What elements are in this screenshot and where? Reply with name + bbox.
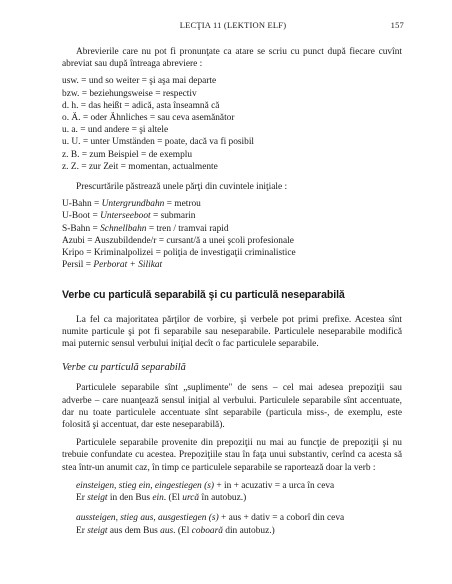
verb-forms: aussteigen, stieg aus, ausgestiegen (s): [76, 513, 219, 524]
full-form: Unterseeboot: [100, 211, 151, 222]
list-item: [62, 223, 402, 235]
emphasis: urcă: [182, 493, 200, 504]
translation: = tren / tramvai rapid: [146, 223, 229, 234]
section-heading: Verbe cu particulă separabilă şi cu particulă neseparabilă: [62, 289, 345, 302]
example-sentence: [76, 525, 402, 537]
running-header: [62, 20, 404, 34]
text: Er: [76, 525, 88, 536]
full-form: Kriminalpolizei: [93, 248, 154, 259]
list-item: u. U. = unter Umständen = poate, dacă va fi posibil: [62, 137, 255, 148]
example-rule: [76, 512, 402, 524]
list-item: d. h. = das heißt = adică, asta înseamnă că: [62, 100, 220, 111]
full-form: Perborat + Silikat: [93, 260, 163, 271]
list-item: z. B. = zum Beispiel = de exemplu: [62, 149, 193, 160]
translation: = cursant/ă a unei şcoli profesionale: [156, 235, 294, 246]
emphasis: ein: [152, 493, 164, 504]
list-item: usw. = und so weiter = şi aşa mai departe: [62, 76, 217, 87]
text: Er: [76, 493, 88, 504]
term: Persil =: [62, 260, 94, 271]
example-block: [62, 480, 402, 504]
shortening-intro: Prescurtările păstrează unele părţi din cuvintele iniţiale :: [76, 182, 288, 193]
list-item: [62, 235, 402, 247]
term: S-Bahn =: [62, 223, 101, 234]
subsection-heading: Verbe cu particulă separabilă: [62, 362, 186, 374]
translation: = poliţia de investigaţii criminalistice: [153, 248, 296, 259]
list-item: [62, 198, 402, 210]
rule-text: + aus + dativ = a coborî din ceva: [218, 513, 345, 524]
paragraph: Particulele separabile provenite din prepoziţii nu mai au funcţie de prepoziţii şi nu trebuie confundate cu acestea. Prepoziţiile stau în faţa unui substantiv, cerînd ca acesta să stea într-un anumit caz, în timp ce particulele separabile se raportează doar la verb :: [62, 438, 402, 473]
rule-text: + in + acuzativ = a urca în ceva: [213, 480, 335, 491]
term: Kripo =: [62, 248, 94, 259]
full-form: Auszubildende/r: [94, 235, 157, 246]
list-item: u. a. = und andere = şi altele: [62, 125, 169, 136]
list-item: [62, 247, 402, 259]
example-rule: [76, 480, 402, 492]
text: . (El: [163, 493, 183, 504]
emphasis: aus: [160, 525, 174, 536]
verb-forms: einsteigen, stieg ein, eingestiegen (s): [76, 480, 214, 491]
paragraph: La fel ca majoritatea părţilor de vorbire, şi verbele pot primi prefixe. Acestea sînt numite particule şi pot fi separabile sau neseparabile. Particulele neseparabile modifică mai puternic sensul verbului iniţial decît o fac particulele separabile.: [62, 314, 402, 350]
term: U-Bahn =: [62, 199, 102, 210]
term: U-Boot =: [62, 211, 101, 222]
text: din autobuz.): [222, 525, 275, 536]
list-item: o. Ä. = oder Ähnliches = sau ceva asemănător: [62, 113, 235, 124]
text: in den Bus: [107, 493, 153, 504]
emphasis: steigt: [87, 525, 108, 536]
text: în autobuz.): [199, 493, 247, 504]
list-item: z. Z. = zur Zeit = momentan, actualmente: [62, 161, 218, 172]
translation: = metrou: [164, 199, 201, 210]
term: Azubi =: [62, 235, 95, 246]
emphasis: coboară: [191, 525, 223, 536]
abbreviation-list: [62, 75, 402, 173]
translation: = submarin: [150, 211, 196, 222]
list-item: bzw. = beziehungsweise = respectiv: [62, 88, 197, 99]
list-item: [62, 210, 402, 222]
shortening-list: [62, 198, 402, 271]
full-form: Schnellbahn: [100, 223, 147, 234]
page-number: 157: [390, 20, 404, 30]
text: . (El: [173, 525, 192, 536]
intro-paragraph: Abrevierile care nu pot fi pronunţate ca atare se scriu cu punct după fiecare cuvînt abreviat sau după întreaga abreviere :: [62, 47, 402, 70]
list-item: [62, 259, 402, 271]
emphasis: steigt: [87, 493, 108, 504]
example-sentence: [76, 492, 402, 504]
full-form: Untergrundbahn: [101, 199, 165, 210]
example-block: [62, 512, 402, 536]
page-content: [62, 46, 402, 537]
paragraph: Particulele separabile sînt „suplimente" de sens – cel mai adesea prepoziţii sau adverbe – care nuanţează sensul iniţial al verbului. Particulele separabile sînt accentuate, dar nu toate particulele accentuate sînt separabile (particula miss-, de exemplu, este folosită şi accentuat, dar este neseparabilă).: [62, 383, 402, 431]
text: aus dem Bus: [107, 525, 161, 536]
chapter-title: LECŢIA 11 (LEKTION ELF): [179, 20, 287, 30]
